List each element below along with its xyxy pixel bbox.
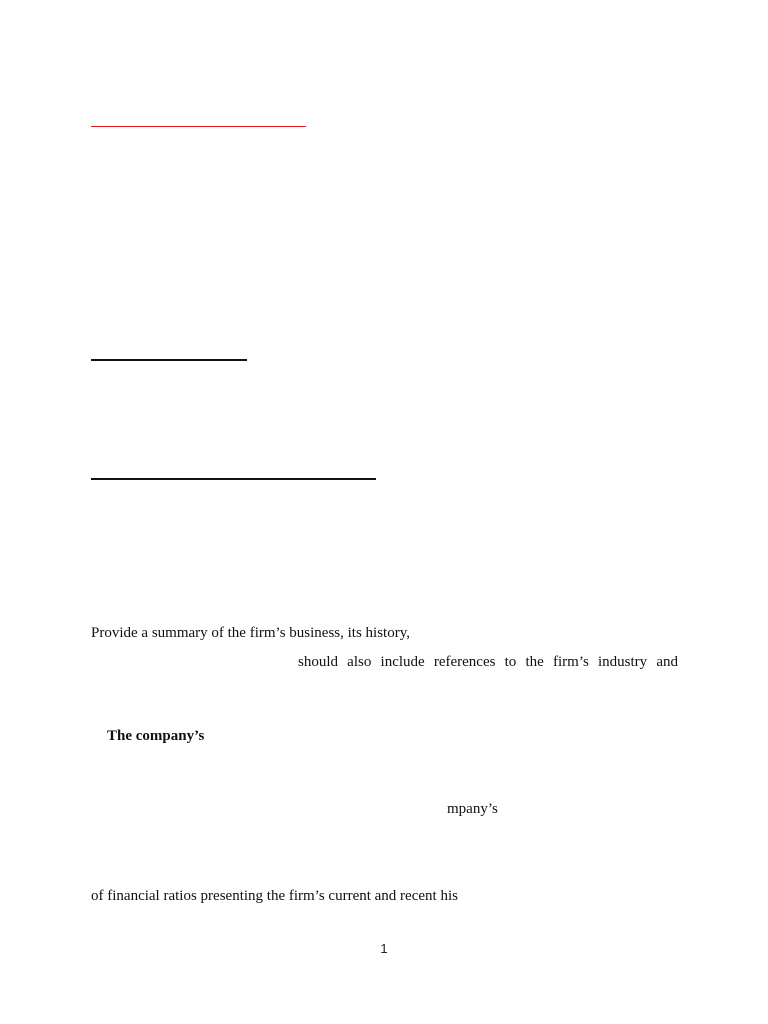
red-underline-rule (91, 126, 306, 127)
subheading-underline-rule (91, 478, 376, 480)
body-line-1: Provide a summary of the firm’s business, its history, (91, 625, 410, 641)
body-line-2: should also include references to the firm’s industry and (298, 654, 678, 670)
page-number: 1 (380, 941, 388, 956)
bold-phrase: The company’s (107, 728, 205, 744)
body-line-5: of financial ratios presenting the firm’s current and recent his (91, 888, 458, 904)
body-fragment: mpany’s (447, 801, 498, 817)
heading-underline-rule (91, 359, 247, 361)
